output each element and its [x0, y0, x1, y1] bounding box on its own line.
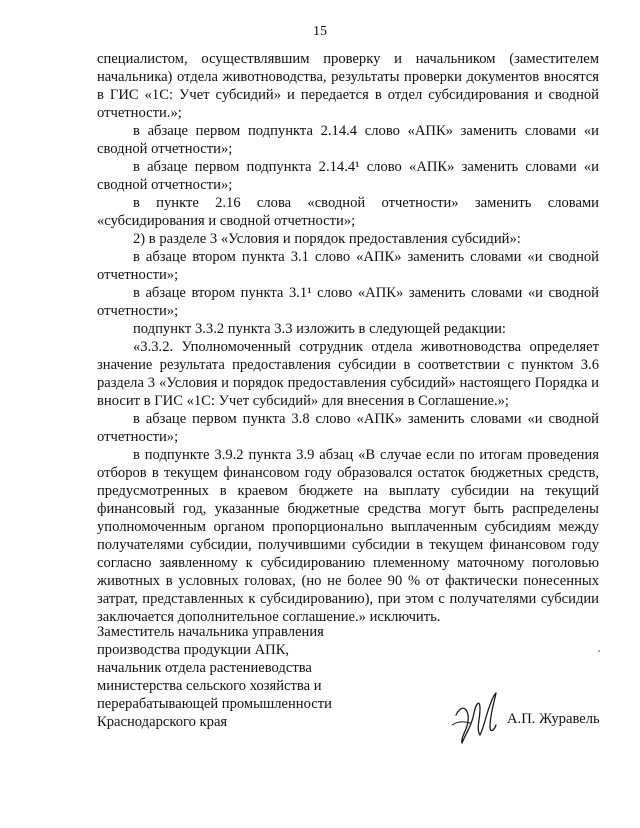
signer-name: А.П. Журавель — [507, 711, 600, 727]
signatory-line: начальник отдела растениеводства — [97, 660, 312, 676]
paragraph: подпункт 3.3.2 пункта 3.3 изложить в следующей редакции: — [133, 321, 506, 337]
signatory-line: Заместитель начальника управления — [97, 624, 324, 640]
paragraph: в абзаце втором пункта 3.1 слово «АПК» заменить словами «и сводной отчетности»; — [97, 249, 599, 283]
page-number: 15 — [313, 24, 327, 39]
signatory-line: Краснодарского края — [97, 714, 228, 730]
document-body — [97, 50, 599, 626]
paragraph: «3.3.2. Уполномоченный сотрудник отдела животноводства определяет значение результата предоставления субсидии в соответствии с пунктом 3.6 раздела 3 «Условия и порядок предоставления субсидий» настоящего Порядка и вносит в ГИС «1С: Учет субсидий» для внесения в Соглашение.»; — [97, 339, 599, 409]
paragraph: в подпункте 3.9.2 пункта 3.9 абзац «В случае если по итогам проведения отборов в текущем финансовом году образовался остаток бюджетных средств, предусмотренных в краевом бюджете на выплату субсидии на текущий финансовый год, указанные бюджетные средства могут быть распределены уполномоченным органом пропорционально выплаченным субсидиям между получателями субсидии, получившими субсидии в текущем финансовом году согласно заявленному к субсидированию племенному маточному поголовью животных в условных головах, (но не более 90 % от фактически понесенных затрат, представленных к субсидированию), при этом с получателями субсидии заключается дополнительное соглашение.» исключить. — [97, 447, 599, 625]
signatory-line: перерабатывающей промышленности — [97, 696, 332, 712]
paragraph: в пункте 2.16 слова «сводной отчетности» заменить словами «субсидирования и сводной отчетности»; — [97, 195, 599, 229]
signature-block — [97, 623, 599, 743]
signatory-position — [97, 623, 397, 731]
paragraph: в абзаце первом пункта 3.8 слово «АПК» заменить словами «и сводной отчетности»; — [97, 411, 599, 445]
paragraph: в абзаце первом подпункта 2.14.4¹ слово «АПК» заменить словами «и сводной отчетности»; — [97, 159, 599, 193]
signatory-line: производства продукции АПК, — [97, 642, 290, 658]
paragraph: 2) в разделе 3 «Условия и порядок предоставления субсидий»: — [133, 231, 521, 247]
signatory-line: министерства сельского хозяйства и — [97, 678, 322, 694]
paragraph: специалистом, осуществлявшим проверку и начальником (заместителем начальника) отдела животноводства, результаты проверки документов вносятся в ГИС «1С: Учет субсидий» и передается в отдел субсидирования и сводной отчетности.»; — [97, 51, 599, 121]
scan-speck — [598, 650, 600, 652]
paragraph: в абзаце втором пункта 3.1¹ слово «АПК» заменить словами «и сводной отчетности»; — [97, 285, 599, 319]
paragraph: в абзаце первом подпункта 2.14.4 слово «АПК» заменить словами «и сводной отчетности»; — [97, 123, 599, 157]
